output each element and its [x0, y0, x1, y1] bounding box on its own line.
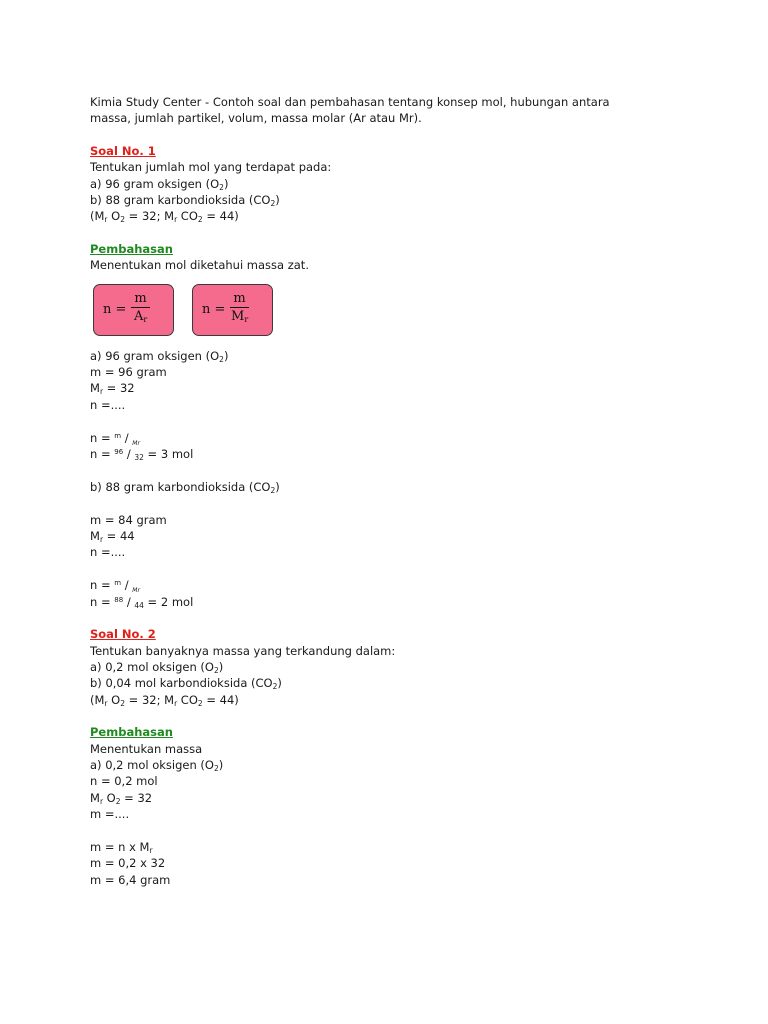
- soal-1-given: ($M_r$ $O_2 = 32$; $M_r$ $CO_2 = 44$): [90, 209, 239, 225]
- formula-boxes: [93, 284, 690, 338]
- pembahasan-2-a-n: n = 0,2 mol: [90, 774, 158, 789]
- pembahasan-2-heading: Pembahasan: [90, 725, 173, 740]
- pembahasan-1-b-result: n = $^{88}$ / $_{44}$ = 2 mol: [90, 594, 194, 610]
- pembahasan-1-heading: Pembahasan: [90, 241, 173, 256]
- pembahasan-1-a-title: a) 96 gram oksigen $(O_2)$: [90, 348, 229, 364]
- pembahasan-2-calc-3: m = 6,4 gram: [90, 872, 171, 887]
- soal-1-heading: Soal No. 1: [90, 143, 156, 158]
- soal-1-item-b: b) 88 gram karbondioksida $(CO_2)$: [90, 193, 280, 209]
- pembahasan-2-desc: Menentukan massa: [90, 741, 203, 756]
- document-page: [90, 94, 690, 888]
- pembahasan-1-a-result: n = $^{96}$ / $_{32}$ = 3 mol: [90, 447, 194, 463]
- intro-line-2: massa, jumlah partikel, volum, massa molar (Ar atau Mr).: [90, 111, 422, 126]
- pembahasan-2-a-m: m =....: [90, 807, 130, 822]
- pembahasan-1-b-formula: n = $^m$ / $_{Mr}$: [90, 578, 140, 595]
- soal-2-item-a: a) 0,2 mol oksigen $(O_2)$: [90, 659, 224, 675]
- pembahasan-2-a-title: a) 0,2 mol oksigen $(O_2)$: [90, 757, 224, 773]
- pembahasan-1-desc: Menentukan mol diketahui massa zat.: [90, 258, 309, 273]
- pembahasan-1-a-formula: n = $^m$ / $_{Mr}$: [90, 430, 140, 447]
- formula-box-ar: n = $\frac{m}{A_r}$: [93, 284, 174, 336]
- pembahasan-2-calc-1: m = n x $M_r$: [90, 839, 153, 855]
- pembahasan-1-b-n: n =....: [90, 545, 126, 560]
- pembahasan-1-a-n: n =....: [90, 397, 126, 412]
- pembahasan-1-b-mr: $M_r = 44$: [90, 529, 135, 545]
- pembahasan-1-b-mass: m = 84 gram: [90, 512, 167, 527]
- pembahasan-1-b-title: b) 88 gram karbondioksida $(CO_2)$: [90, 479, 280, 495]
- soal-2-heading: Soal No. 2: [90, 627, 156, 642]
- formula-box-mr: n = $\frac{m}{M_r}$: [192, 284, 273, 336]
- soal-1-prompt: Tentukan jumlah mol yang terdapat pada:: [90, 160, 332, 175]
- soal-2-prompt: Tentukan banyaknya massa yang terkandung dalam:: [90, 643, 396, 658]
- pembahasan-1-a-mr: $M_r = 32$: [90, 381, 135, 397]
- pembahasan-1-a-mass: m = 96 gram: [90, 365, 167, 380]
- soal-2-given: ($M_r$ $O_2 = 32$; $M_r$ $CO_2 = 44$): [90, 692, 239, 708]
- intro-line-1: Kimia Study Center - Contoh soal dan pembahasan tentang konsep mol, hubungan antara: [90, 95, 610, 109]
- soal-2-item-b: b) 0,04 mol karbondioksida $(CO_2)$: [90, 676, 282, 692]
- soal-1-item-a: a) 96 gram oksigen $(O_2)$: [90, 176, 229, 192]
- pembahasan-2-calc-2: m = 0,2 x 32: [90, 856, 166, 871]
- pembahasan-2-a-mr: $M_r$ $O_2 = 32$: [90, 790, 153, 806]
